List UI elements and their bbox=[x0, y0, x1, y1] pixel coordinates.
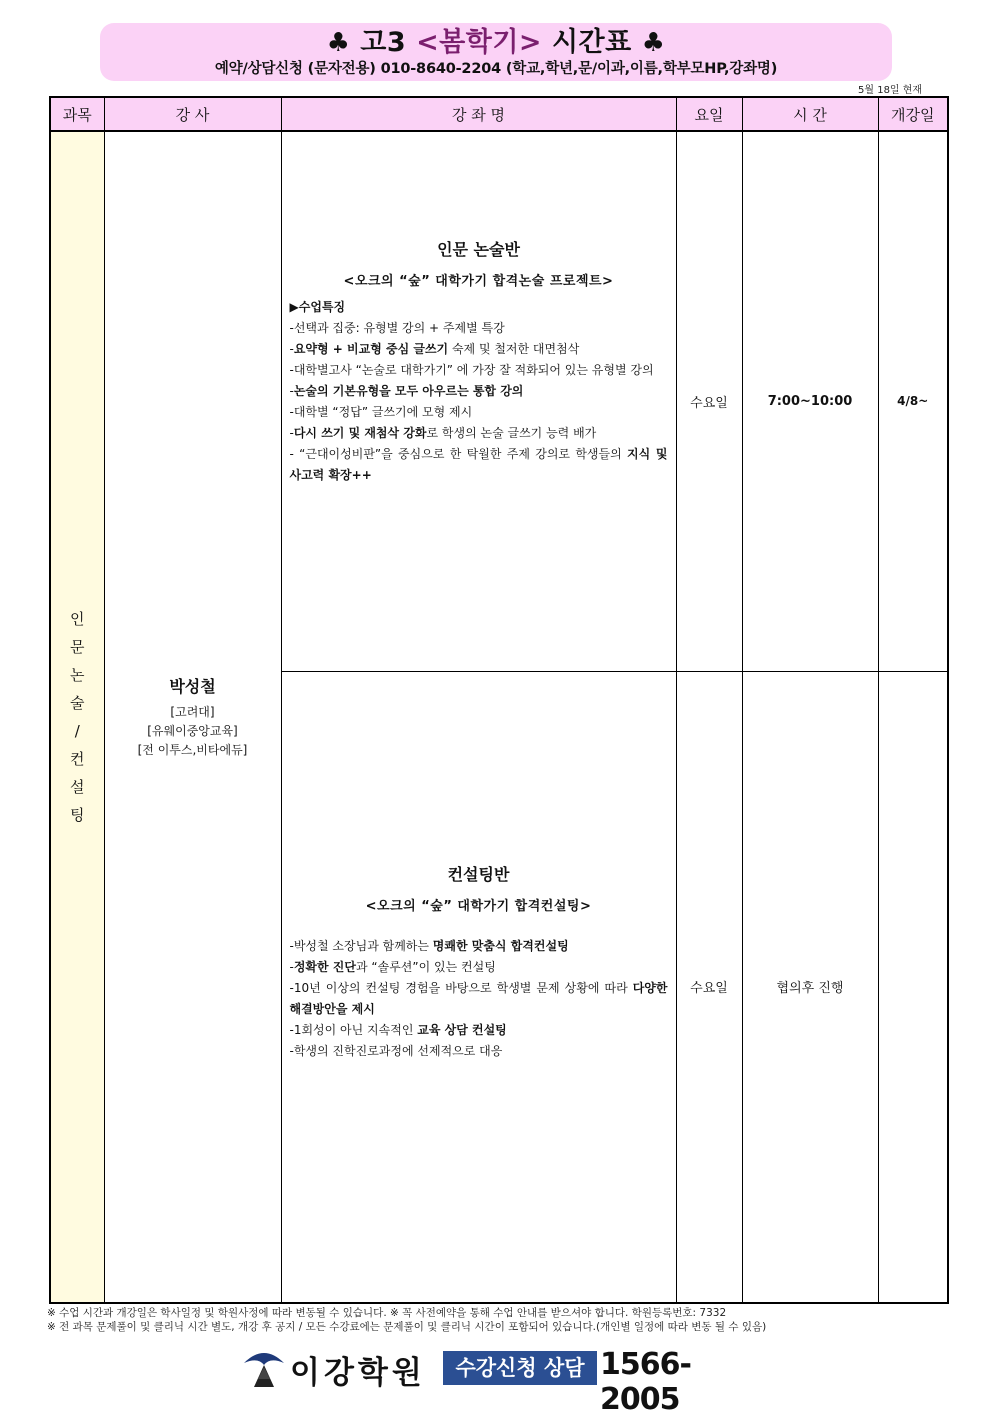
notes bbox=[47, 1306, 766, 1334]
subject-char: 논 bbox=[70, 666, 85, 684]
table-row bbox=[50, 131, 948, 671]
course-line: -10년 이상의 컨설팅 경험을 바탕으로 학생별 문제 상황에 따라 다양한 해결방안을 제시 bbox=[289, 980, 668, 1016]
open-date-cell bbox=[878, 671, 948, 1303]
subject-char: 컨 bbox=[70, 750, 85, 768]
teacher-info: [유웨이중앙교육] bbox=[147, 724, 238, 738]
footer bbox=[240, 1343, 760, 1417]
column-header-course: 강 좌 명 bbox=[281, 97, 676, 131]
subject-char: 술 bbox=[70, 694, 85, 712]
teacher-cell bbox=[104, 131, 281, 1303]
teacher-name: 박성철 bbox=[169, 677, 216, 696]
course-subtitle: <오크의 “숲” 대학가기 합격컨설팅> bbox=[365, 898, 592, 914]
title-prefix: 고3 bbox=[360, 27, 407, 58]
subject-char: 팅 bbox=[70, 806, 85, 824]
course-line: - “근대이성비판”을 중심으로 한 탁월한 주제 강의로 학생들의 지식 및 사고력 확장++ bbox=[289, 446, 668, 482]
course-line: -1회성이 아닌 지속적인 교육 상담 컨설팅 bbox=[289, 1022, 507, 1037]
column-header-day: 요일 bbox=[676, 97, 742, 131]
subject-char: 문 bbox=[70, 638, 85, 656]
club-icon: ♣ bbox=[326, 28, 351, 58]
column-header-time: 시 간 bbox=[742, 97, 878, 131]
phone-number: 1566-2005 bbox=[600, 1347, 691, 1417]
day-cell: 수요일 bbox=[676, 671, 742, 1303]
course-line: -대학별고사 “논술로 대학가기” 에 가장 잘 적화되어 있는 유형별 강의 bbox=[289, 362, 654, 377]
table-header-row bbox=[50, 97, 948, 131]
title-banner bbox=[100, 23, 892, 81]
title-season: <봄학기> bbox=[416, 27, 543, 58]
as-of-date: 5월 18일 현재 bbox=[858, 85, 923, 96]
subject-cell bbox=[50, 131, 104, 1303]
course-line: -박성철 소장님과 함께하는 명쾌한 맞춤식 합격컨설팅 bbox=[289, 938, 569, 953]
day-cell: 수요일 bbox=[676, 131, 742, 671]
note-line: ※ 전 과목 문제풀이 및 클리닉 시간 별도, 개강 후 공지 / 모든 수강료에는 문제풀이 및 클리닉 시간이 포함되어 있습니다.(개인별 일정에 따라 변동 될 수 있음) bbox=[47, 1321, 767, 1333]
column-header-open-date: 개강일 bbox=[878, 97, 948, 131]
title-suffix: 시간표 bbox=[551, 27, 632, 58]
course-line: -학생의 진학진로과정에 선제적으로 대응 bbox=[289, 1043, 503, 1058]
course-line: -대학별 “정답” 글쓰기에 모형 제시 bbox=[289, 404, 473, 419]
time-cell: 협의후 진행 bbox=[742, 671, 878, 1303]
apply-consult-label: 수강신청 상담 bbox=[443, 1351, 597, 1385]
subject-char: 인 bbox=[70, 610, 85, 628]
teacher-info: [고려대] bbox=[170, 705, 215, 719]
course-title: 컨설팅반 bbox=[447, 864, 510, 884]
subject-char: 설 bbox=[70, 778, 85, 796]
academy-logo-icon bbox=[240, 1343, 288, 1391]
open-date-cell: 4/8~ bbox=[878, 131, 948, 671]
subject-char: / bbox=[74, 722, 80, 740]
course-line: -요약형 + 비교형 중심 글쓰기 숙제 및 철저한 대면첨삭 bbox=[289, 341, 580, 356]
course-line: -정확한 진단과 “솔루션”이 있는 컨설팅 bbox=[289, 959, 496, 974]
page-title bbox=[100, 23, 892, 60]
schedule-table bbox=[49, 96, 949, 1304]
course-line: -논술의 기본유형을 모두 아우르는 통합 강의 bbox=[289, 383, 524, 398]
course-cell bbox=[281, 671, 676, 1303]
teacher-info: [전 이투스,비타에듀] bbox=[137, 743, 248, 757]
time-cell: 7:00~10:00 bbox=[742, 131, 878, 671]
course-cell bbox=[281, 131, 676, 671]
column-header-subject: 과목 bbox=[50, 97, 104, 131]
course-line: -다시 쓰기 및 재첨삭 강화로 학생의 논술 글쓰기 능력 배가 bbox=[289, 425, 597, 440]
course-title: 인문 논술반 bbox=[437, 239, 520, 259]
note-line: ※ 수업 시간과 개강일은 학사일정 및 학원사정에 따라 변동될 수 있습니다. ※ 꼭 사전예약을 통해 수업 안내를 받으셔야 합니다. 학원등록번호: 7332 bbox=[47, 1307, 727, 1319]
course-subtitle: <오크의 “숲” 대학가기 합격논술 프로젝트> bbox=[343, 273, 614, 289]
club-icon: ♣ bbox=[641, 28, 666, 58]
academy-name: 이강학원 bbox=[290, 1355, 426, 1391]
column-header-teacher: 강 사 bbox=[104, 97, 281, 131]
feature-heading: ▶수업특징 bbox=[289, 299, 346, 314]
contact-subtitle: 예약/상담신청 (문자전용) 010-8640-2204 (학교,학년,문/이과,이름,학부모HP,강좌명) bbox=[214, 61, 778, 77]
course-line: -선택과 집중: 유형별 강의 + 주제별 특강 bbox=[289, 320, 505, 335]
